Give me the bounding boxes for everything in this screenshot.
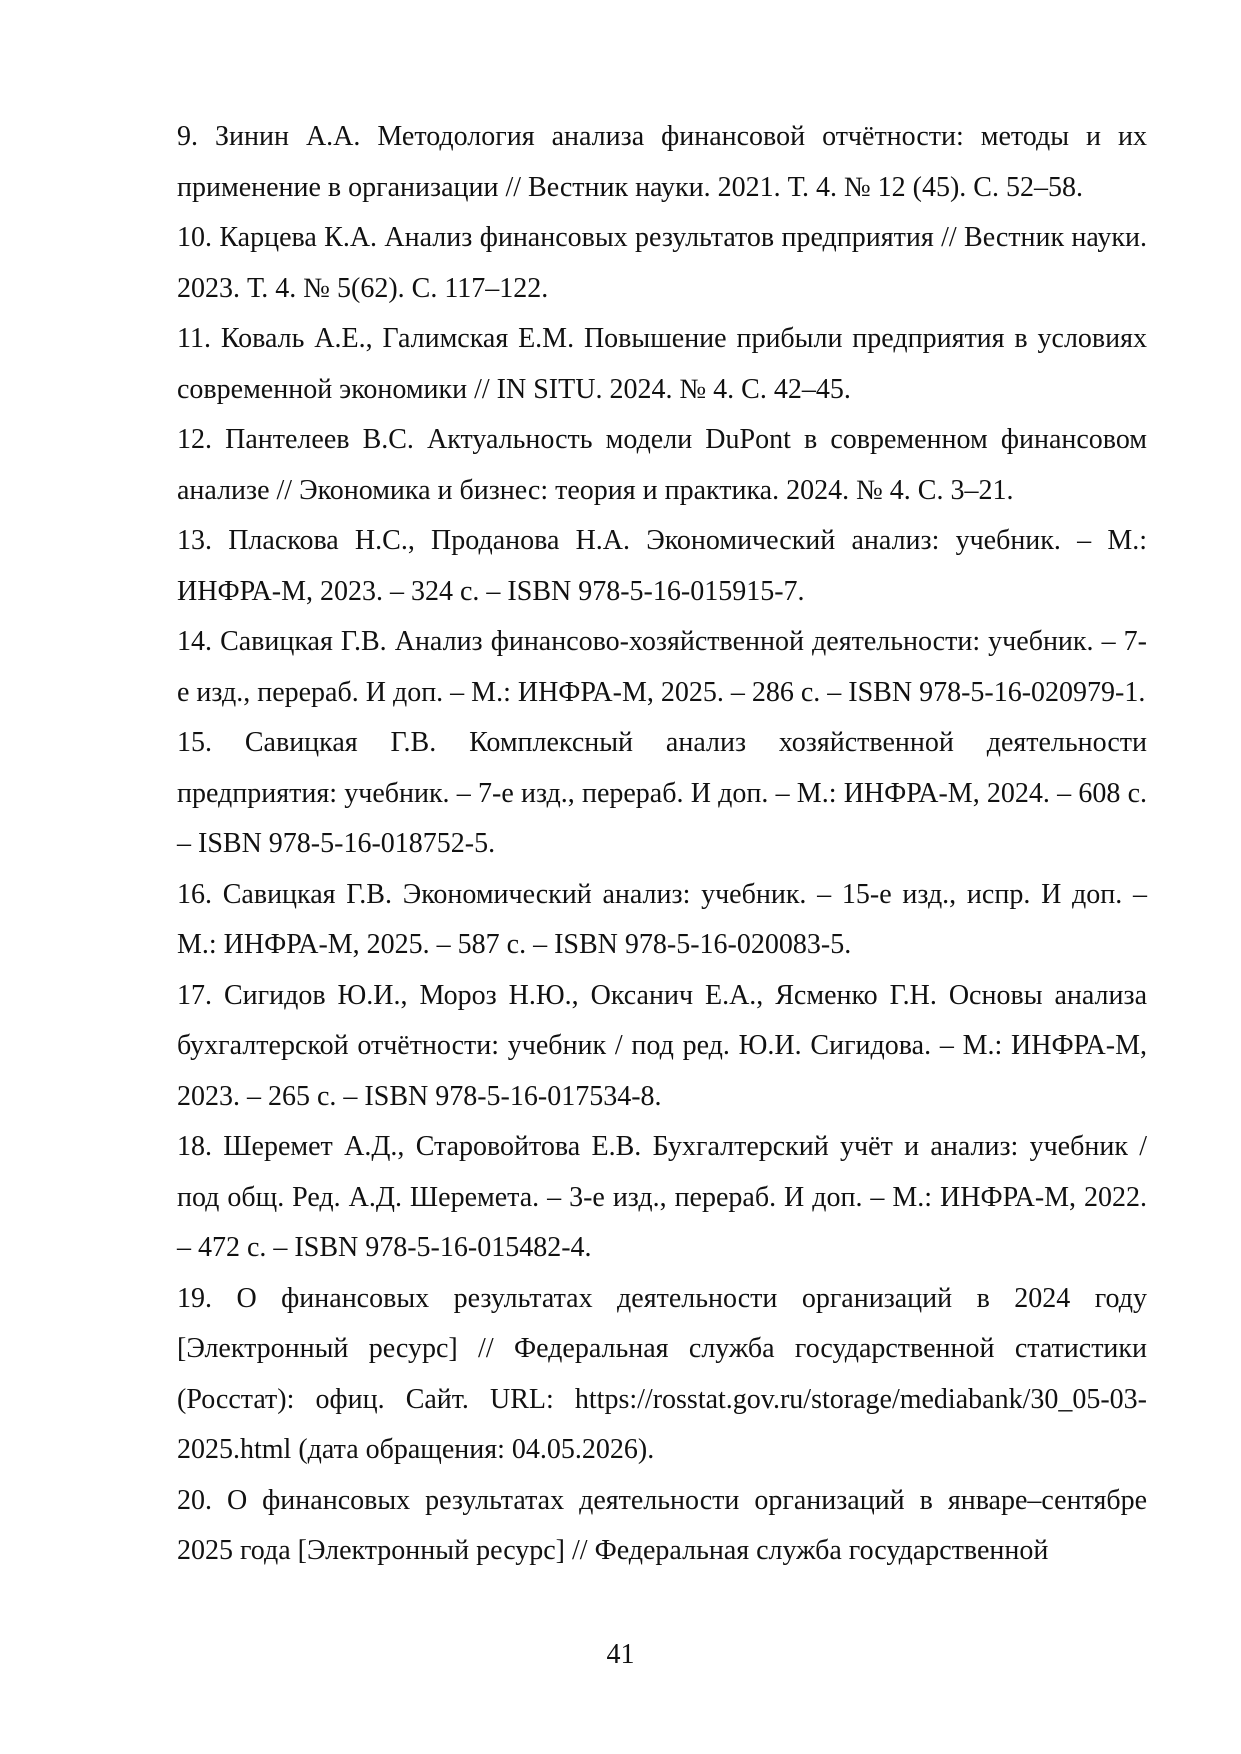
- reference-list: [177, 112, 1147, 1577]
- reference-item-20: 20. О финансовых результатах деятельности организаций в январе–сентябре 2025 года [Электронный ресурс] // Федеральная служба государственной: [177, 1484, 1147, 1566]
- reference-item-11: 11. Коваль А.Е., Галимская Е.М. Повышение прибыли предприятия в условиях современной экономики // IN SITU. 2024. № 4. С. 42–45.: [177, 323, 1147, 405]
- reference-item-16: 16. Савицкая Г.В. Экономический анализ: учебник. – 15-е изд., испр. И доп. – М.: ИНФРА-М, 2025. – 587 с. – ISBN 978-5-16-020083-5.: [177, 878, 1147, 960]
- reference-item-14: 14. Савицкая Г.В. Анализ финансово-хозяйственной деятельности: учебник. – 7-е изд., перераб. И доп. – М.: ИНФРА-М, 2025. – 286 с. – ISBN 978-5-16-020979-1.: [177, 626, 1147, 708]
- reference-item-17: 17. Сигидов Ю.И., Мороз Н.Ю., Оксанич Е.А., Ясменко Г.Н. Основы анализа бухгалтерской отчётности: учебник / под ред. Ю.И. Сигидова. – М.: ИНФРА-М, 2023. – 265 с. – ISBN 978-5-16-017534-8.: [177, 979, 1147, 1112]
- reference-item-18: 18. Шеремет А.Д., Старовойтова Е.В. Бухгалтерский учёт и анализ: учебник / под общ. Ред. А.Д. Шеремета. – 3-е изд., перераб. И доп. – М.: ИНФРА-М, 2022. – 472 с. – ISBN 978-5-16-015482-4.: [177, 1131, 1147, 1263]
- reference-item-9: 9. Зинин А.А. Методология анализа финансовой отчётности: методы и их применение в организации // Вестник науки. 2021. Т. 4. № 12 (45). С. 52–58.: [177, 121, 1147, 203]
- reference-item-19: 19. О финансовых результатах деятельности организаций в 2024 году [Электронный ресурс] // Федеральная служба государственной статистики (Росстат): офиц. Сайт. URL: https://rosstat.gov.ru/storage/mediabank/30_05-03-2025.html (дата обращения: 04.05.2026).: [177, 1282, 1147, 1465]
- reference-item-15: 15. Савицкая Г.В. Комплексный анализ хозяйственной деятельности предприятия: учебник. – 7-е изд., перераб. И доп. – М.: ИНФРА-М, 2024. – 608 с. – ISBN 978-5-16-018752-5.: [177, 727, 1147, 859]
- reference-item-13: 13. Пласкова Н.С., Проданова Н.А. Экономический анализ: учебник. – М.: ИНФРА-М, 2023. – 324 с. – ISBN 978-5-16-015915-7.: [177, 525, 1147, 607]
- page-number: 41: [606, 1639, 635, 1670]
- reference-item-10: 10. Карцева К.А. Анализ финансовых результатов предприятия // Вестник науки. 2023. Т. 4. № 5(62). С. 117–122.: [177, 222, 1147, 304]
- reference-item-12: 12. Пантелеев В.С. Актуальность модели DuPont в современном финансовом анализе // Экономика и бизнес: теория и практика. 2024. № 4. С. 3–21.: [177, 424, 1147, 506]
